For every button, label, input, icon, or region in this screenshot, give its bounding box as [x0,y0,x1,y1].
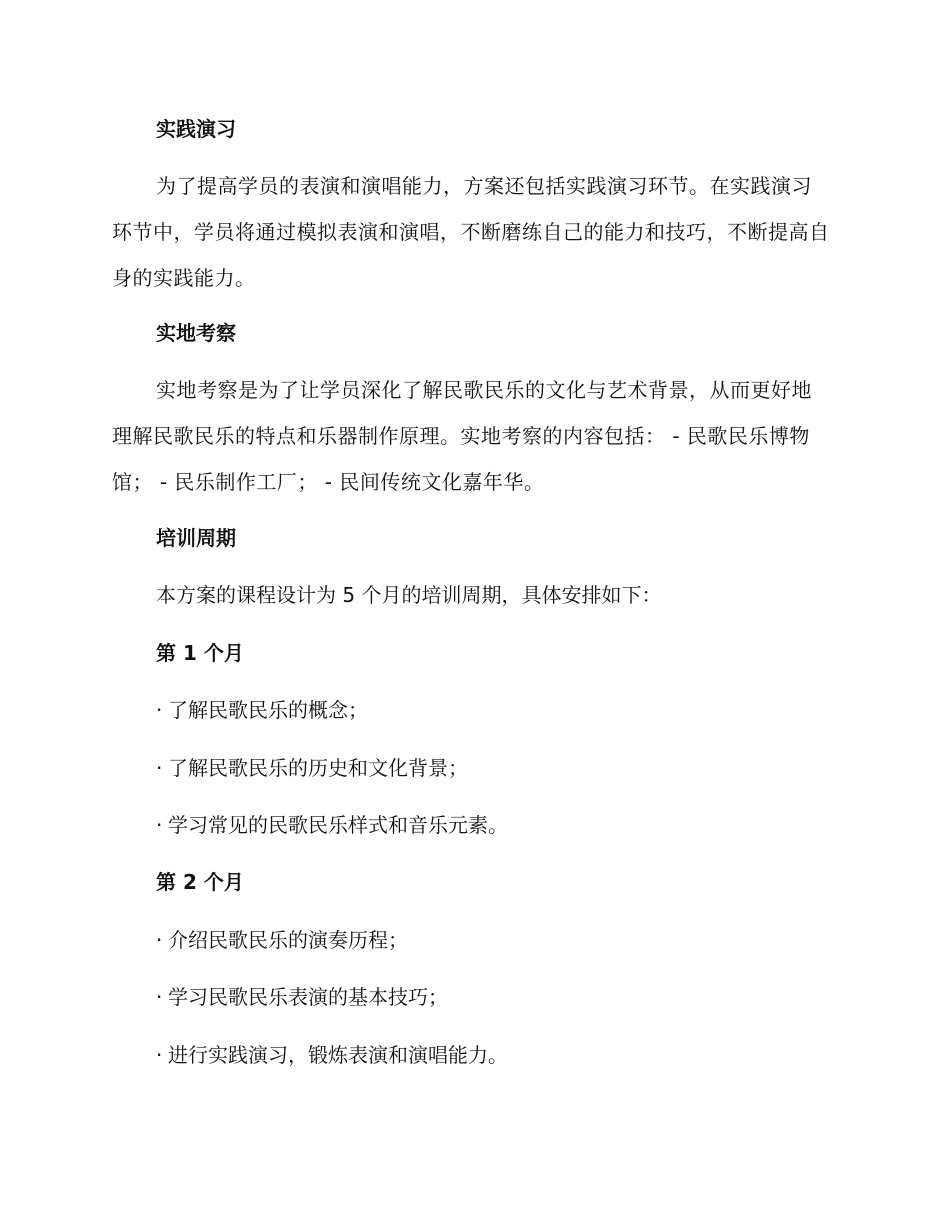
paragraph-fieldtrip: 实地考察是为了让学员深化了解民歌民乐的文化与艺术背景，从而更好地理解民歌民乐的特点和乐器制作原理。实地考察的内容包括： - 民歌民乐博物馆； - 民乐制作工厂； - 民间传统文化嘉年华。 [112,378,812,494]
bullet-icon: · [156,928,163,952]
heading-practice: 实践演习 [156,117,236,141]
list-item-text: 了解民歌民乐的概念； [168,698,368,722]
list-item-text: 介绍民歌民乐的演奏历程； [168,928,408,952]
list-item-text: 进行实践演习，锻炼表演和演唱能力。 [168,1043,508,1067]
list-item [156,1041,508,1069]
bullet-icon: · [156,756,163,780]
heading-fieldtrip: 实地考察 [156,321,236,345]
list-item-text: 了解民歌民乐的历史和文化背景； [168,756,468,780]
list-item-text: 学习常见的民歌民乐样式和音乐元素。 [168,813,508,837]
paragraph-period-intro: 本方案的课程设计为 5 个月的培训周期，具体安排如下： [156,583,662,607]
bullet-icon: · [156,698,163,722]
bullet-icon: · [156,985,163,1009]
list-item [156,811,508,839]
list-item [156,983,448,1011]
heading-month-1: 第 1 个月 [156,641,244,665]
list-item-text: 学习民歌民乐表演的基本技巧； [168,985,448,1009]
bullet-icon: · [156,813,163,837]
list-item [156,926,408,954]
heading-month-2: 第 2 个月 [156,870,244,894]
heading-period: 培训周期 [156,526,236,550]
list-item [156,754,468,782]
list-item [156,696,368,724]
paragraph-practice: 为了提高学员的表演和演唱能力，方案还包括实践演习环节。在实践演习环节中，学员将通过模拟表演和演唱，不断磨练自己的能力和技巧，不断提高自身的实践能力。 [112,174,830,290]
bullet-icon: · [156,1043,163,1067]
